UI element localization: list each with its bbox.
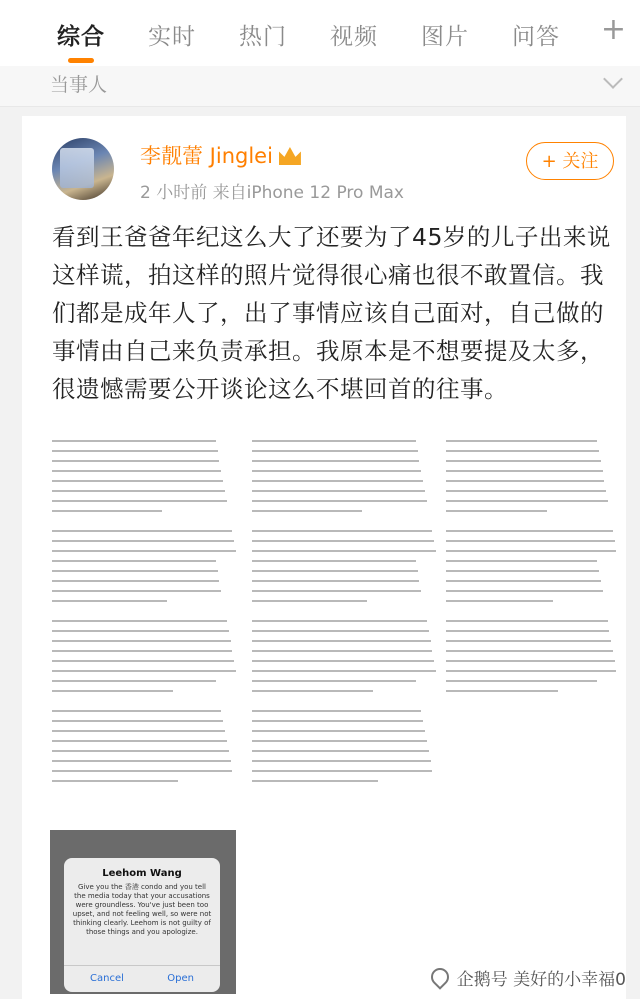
watermark [431,965,626,990]
text-line [446,620,608,622]
text-line [446,690,558,692]
text-line [252,590,421,592]
text-line [52,730,225,732]
text-line [52,680,216,682]
text-line [446,650,613,652]
tab-images[interactable]: 图片 [421,24,469,50]
text-line [52,500,227,502]
text-line [446,590,603,592]
author-name[interactable]: 李靓蕾 Jinglei [140,144,273,168]
add-tab-icon[interactable]: + [600,12,626,47]
text-line [252,670,436,672]
text-line [446,440,597,442]
text-line [252,760,431,762]
text-line [446,550,616,552]
dialog-cancel-button[interactable]: Cancel [90,973,124,984]
text-line [252,560,416,562]
dialog-title: Leehom Wang [102,868,182,879]
follow-button[interactable]: + 关注 [526,142,614,180]
text-line [52,460,219,462]
text-line [252,680,416,682]
tab-realtime[interactable]: 实时 [148,24,196,50]
text-line [446,530,613,532]
text-line [52,510,162,512]
text-line [252,530,432,532]
text-line [252,770,432,772]
text-line [252,630,429,632]
text-line [52,470,221,472]
dialog-open-button[interactable]: Open [167,973,194,984]
text-line [252,460,419,462]
text-line [52,620,227,622]
text-line [446,510,547,512]
text-line [52,450,218,452]
text-line [52,650,232,652]
text-line [52,760,231,762]
avatar[interactable] [52,138,114,200]
text-line [446,570,599,572]
post-meta: 2 小时前 来自iPhone 12 Pro Max [140,183,404,203]
text-line [252,710,421,712]
text-line [52,750,229,752]
dialog-body: Give you the 香港 condo and you tell the media today that your accusations were groundless. You've just been too upset, and not feeling well, so were not thinking clearly. Leehom is not guilty of those things and you apologize. [72,883,212,936]
active-tab-indicator [68,58,94,63]
text-line [252,600,367,602]
text-line [52,580,219,582]
text-line [52,720,223,722]
section-label: 当事人 [50,74,108,96]
post-text: 看到王爸爸年纪这么大了还要为了45岁的儿子出来说这样谎，拍这样的照片觉得很心痛也很不敢置信。我们都是成年人了，出了事情应该自己面对，自己做的事情由自己来负责承担。我原本是不想要提及太多，很遗憾需要公开谈论这么不堪回首的往事。 [52,223,611,403]
text-line [252,510,362,512]
tab-hot[interactable]: 热门 [239,24,287,50]
text-line [52,690,173,692]
text-line [446,540,615,542]
statement-image-left[interactable] [52,436,238,828]
text-line [52,490,225,492]
section-header[interactable] [0,66,640,107]
text-line [446,600,553,602]
text-line [446,500,608,502]
text-line [252,550,436,552]
text-line [52,590,221,592]
text-line [52,710,221,712]
text-line [52,440,216,442]
text-line [446,630,609,632]
alert-dialog [64,858,220,992]
vip-crown-icon [279,147,301,165]
text-line [446,680,597,682]
author-name-row[interactable] [140,140,301,170]
text-line [446,580,601,582]
text-line [446,450,599,452]
text-line [252,660,434,662]
statement-image-middle[interactable] [252,436,438,828]
text-line [52,540,234,542]
text-line [52,770,232,772]
text-line [52,530,232,532]
text-line [52,670,236,672]
text-line [446,660,615,662]
text-line [252,470,421,472]
text-line [252,440,416,442]
text-line [252,570,418,572]
text-line [446,460,601,462]
text-line [252,490,425,492]
text-line [52,780,178,782]
text-line [446,670,616,672]
text-line [252,750,429,752]
watermark-text: 企鹅号 美好的小幸福0 [456,970,626,990]
text-line [52,640,231,642]
post-card [22,116,626,999]
text-line [52,630,229,632]
tab-video[interactable]: 视频 [330,24,378,50]
text-line [252,620,427,622]
tab-comprehensive[interactable]: 综合 [57,24,105,50]
text-line [252,580,419,582]
dialog-buttons [64,965,220,992]
text-line [52,600,167,602]
text-line [252,640,431,642]
text-line [446,470,603,472]
text-line [252,540,434,542]
penguin-logo-icon [427,964,452,989]
text-line [252,480,423,482]
text-line [252,500,427,502]
text-line [252,690,373,692]
text-line [446,480,604,482]
text-line [446,490,606,492]
statement-image-right[interactable] [446,436,618,716]
text-line [252,730,425,732]
text-line [52,570,218,572]
text-line [252,780,378,782]
text-line [252,650,432,652]
text-line [52,740,227,742]
tab-qa[interactable]: 问答 [512,24,560,50]
text-line [252,720,423,722]
screenshot-image[interactable] [50,830,236,994]
text-line [52,560,216,562]
text-line [252,450,418,452]
text-line [52,550,236,552]
text-line [52,660,234,662]
text-line [252,740,427,742]
tab-bar [0,0,640,66]
text-line [446,640,611,642]
chevron-down-icon[interactable] [603,69,623,89]
text-line [446,560,597,562]
text-line [52,480,223,482]
